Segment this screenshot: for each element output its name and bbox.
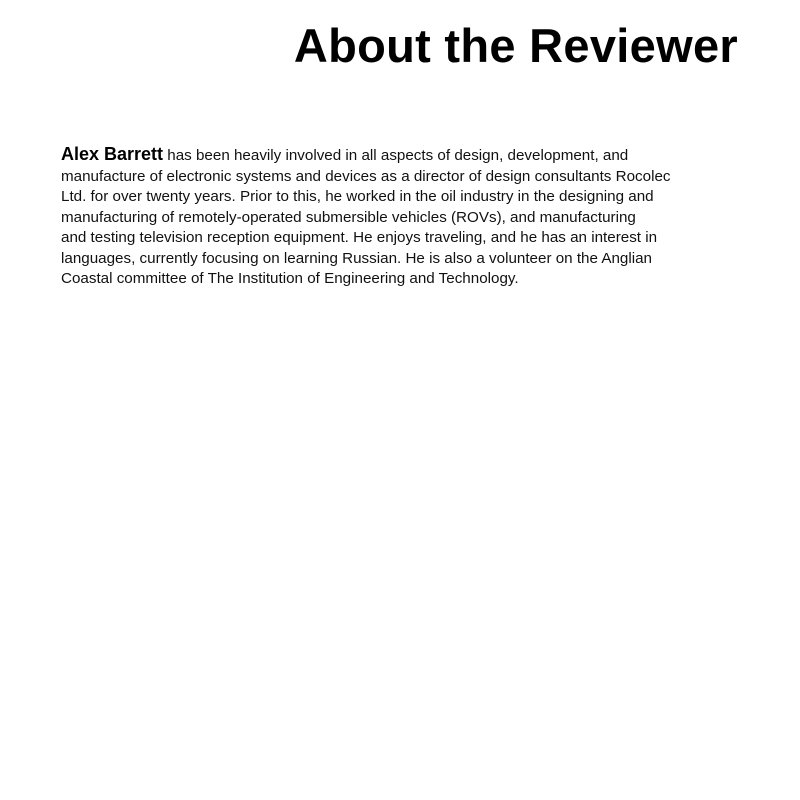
bio-line-1 xyxy=(61,144,731,167)
bio-line-3: Ltd. for over twenty years. Prior to this, he worked in the oil industry in the designing and xyxy=(61,188,654,205)
bio-line-2: manufacture of electronic systems and devices as a director of design consultants Rocolec xyxy=(61,167,671,185)
bio-line-6: languages, currently focusing on learning Russian. He is also a volunteer on the Anglian xyxy=(61,249,652,267)
bio-text: has been heavily involved in all aspects of design, development, and xyxy=(163,147,629,164)
page-title: About the Reviewer xyxy=(293,19,738,72)
bio-line-4: manufacturing of remotely-operated submersible vehicles (ROVs), and manufacturing xyxy=(61,208,636,226)
reviewer-name: Alex Barrett xyxy=(61,144,164,164)
bio-line-5: and testing television reception equipment. He enjoys traveling, and he has an interest in xyxy=(61,229,658,246)
bio-line-7: Coastal committee of The Institution of Engineering and Technology. xyxy=(61,270,519,287)
reviewer-bio xyxy=(61,144,731,290)
